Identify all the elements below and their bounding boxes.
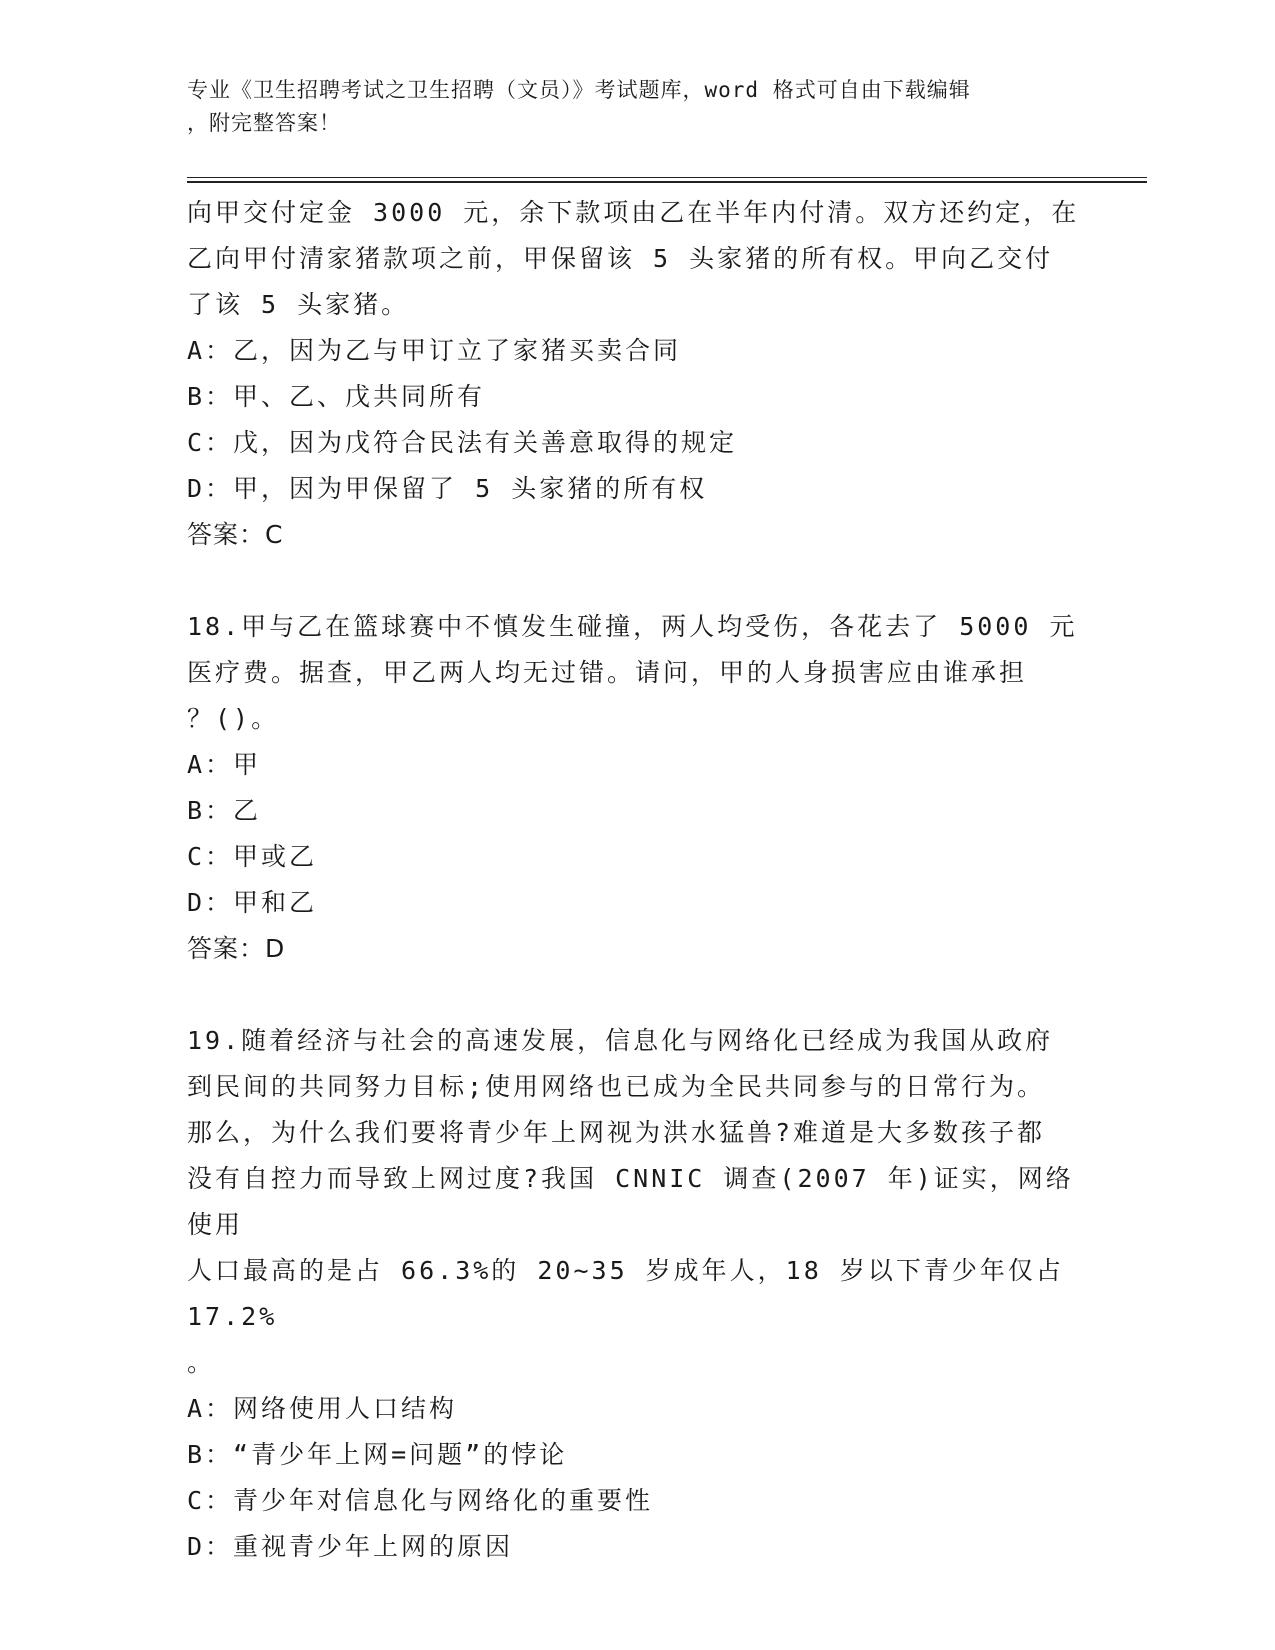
option-d: D：甲和乙 xyxy=(187,888,318,917)
option-b: B：甲、乙、戊共同所有 xyxy=(187,382,486,411)
option-b: B：乙 xyxy=(187,796,262,825)
question-stem-line: 。 xyxy=(187,1348,216,1377)
option-d: D：甲，因为甲保留了 5 头家猪的所有权 xyxy=(187,474,708,503)
option-a: A：乙，因为乙与甲订立了家猪买卖合同 xyxy=(187,336,682,365)
question-stem-line: 人口最高的是占 66.3%的 20~35 岁成年人，18 岁以下青少年仅占 17.2% xyxy=(187,1256,1064,1331)
header-line-2: ，附完整答案！ xyxy=(187,111,341,135)
question-content xyxy=(187,190,1087,1570)
option-b: B：“青少年上网=问题”的悖论 xyxy=(187,1440,568,1469)
question-stem-line: 19.随着经济与社会的高速发展，信息化与网络化已经成为我国从政府 xyxy=(187,1026,1054,1055)
question-stem-line: ？()。 xyxy=(187,704,280,733)
header-rule-thick xyxy=(187,181,1147,183)
option-a: A：网络使用人口结构 xyxy=(187,1394,458,1423)
answer-line: 答案：D xyxy=(187,934,286,963)
question-19 xyxy=(187,1018,1087,1570)
option-c: C：青少年对信息化与网络化的重要性 xyxy=(187,1486,654,1515)
option-d: D：重视青少年上网的原因 xyxy=(187,1532,514,1561)
header-rule-thin xyxy=(187,177,1147,178)
option-c: C：甲或乙 xyxy=(187,842,318,871)
header-line-1: 专业《卫生招聘考试之卫生招聘（文员）》考试题库，word 格式可自由下载编辑 xyxy=(187,78,971,102)
question-18 xyxy=(187,604,1087,972)
page-header xyxy=(187,74,1067,140)
question-stem-line: 那么，为什么我们要将青少年上网视为洪水猛兽?难道是大多数孩子都 xyxy=(187,1118,1046,1147)
spacer xyxy=(187,972,1087,1018)
question-stem-line: 了该 5 头家猪。 xyxy=(187,290,410,319)
question-stem-line: 到民间的共同努力目标;使用网络也已成为全民共同参与的日常行为。 xyxy=(187,1072,1046,1101)
option-a: A：甲 xyxy=(187,750,262,779)
question-stem-line: 医疗费。据查，甲乙两人均无过错。请问，甲的人身损害应由谁承担 xyxy=(187,658,1028,687)
question-stem-line: 没有自控力而导致上网过度?我国 CNNIC 调查(2007 年)证实，网络使用 xyxy=(187,1164,1074,1239)
question-17 xyxy=(187,190,1087,558)
answer-line: 答案：C xyxy=(187,520,284,549)
spacer xyxy=(187,558,1087,604)
question-stem-line: 乙向甲付清家猪款项之前，甲保留该 5 头家猪的所有权。甲向乙交付 xyxy=(187,244,1054,273)
option-c: C：戊，因为戊符合民法有关善意取得的规定 xyxy=(187,428,738,457)
question-stem-line: 向甲交付定金 3000 元，余下款项由乙在半年内付清。双方还约定，在 xyxy=(187,198,1080,227)
question-stem-line: 18.甲与乙在篮球赛中不慎发生碰撞，两人均受伤，各花去了 5000 元 xyxy=(187,612,1078,641)
